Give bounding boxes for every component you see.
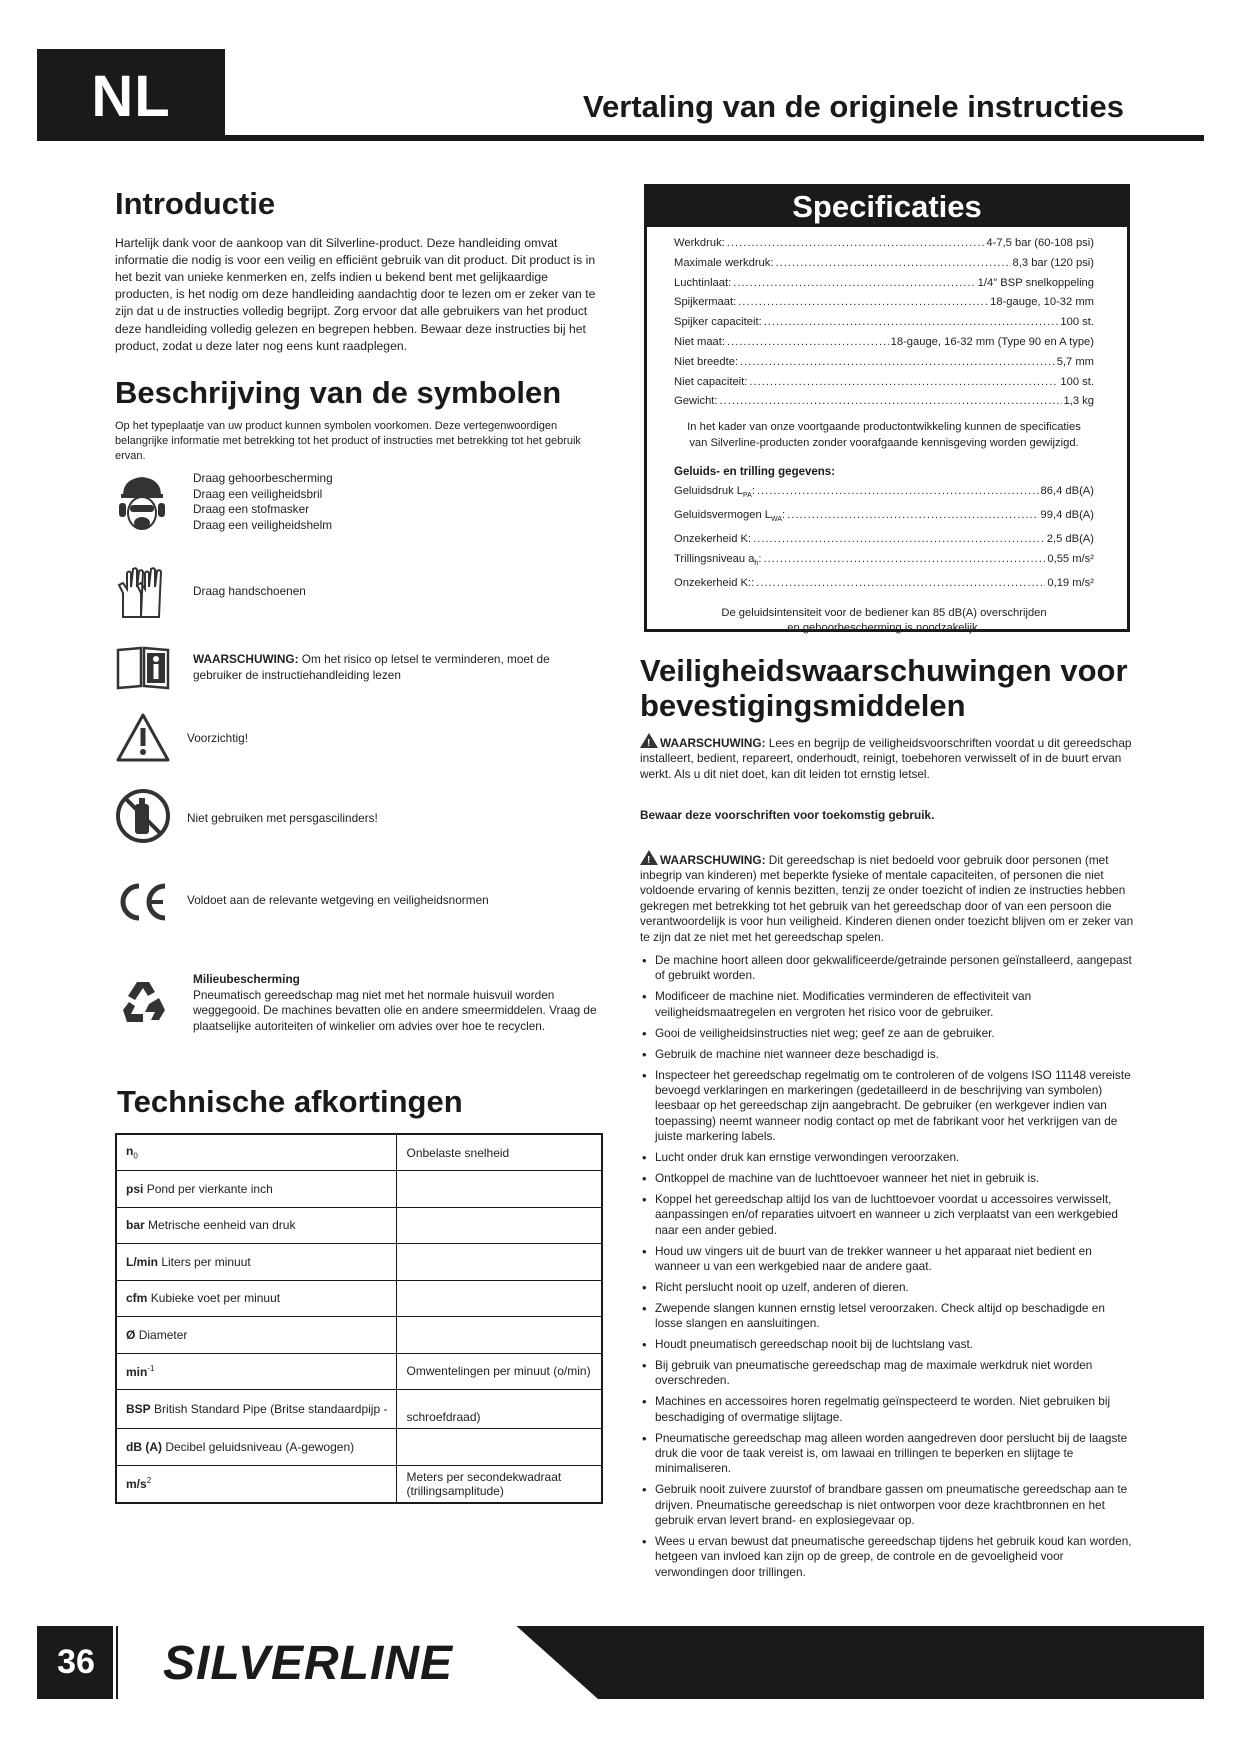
symbol-row-environment xyxy=(115,972,597,1044)
symbol-row-caution xyxy=(115,712,597,764)
list-item: • Lucht onder druk kan ernstige verwondingen veroorzaken. xyxy=(640,1150,1135,1165)
environment-title: Milieubescherming xyxy=(193,972,300,986)
abbr-meaning-cell: Meters per secondekwadraat (trillingsamplitude) xyxy=(397,1465,602,1503)
abbr-term-cell xyxy=(116,1429,397,1466)
table-row xyxy=(116,1244,602,1281)
abbr-term: psi xyxy=(126,1181,144,1196)
noise-label xyxy=(674,574,754,594)
environment-body: Pneumatisch gereedschap mag niet met het normale huisvuil worden weggegooid. De machines bevatten olie en andere smeermiddelen. Vraag de plaatselijke autoriteiten of winkelier om advies over hoe te recyclen. xyxy=(193,987,597,1033)
safety-warning-text: Lees en begrijp de veiligheidsvoorschriften voordat u dit gereedschap installeert, bedient, repareert, onderhoudt, reinigt, toebehoren verwisselt of in de buurt ervan werkt. Als u dit niet doet, kan dit leiden tot ernstig letsel. xyxy=(640,736,1132,781)
symbol-row-manual xyxy=(115,644,597,694)
abbr-meaning-cell: Onbelaste snelheid xyxy=(397,1134,602,1171)
abbr-desc: Liters per minuut xyxy=(161,1254,251,1269)
safety-warning-label: WAARSCHUWING: xyxy=(660,852,766,867)
noise-line xyxy=(674,506,1094,530)
table-row xyxy=(116,1429,602,1466)
no-gas-cylinder-icon xyxy=(115,788,169,842)
spec-value: 18-gauge, 10-32 mm xyxy=(990,296,1094,309)
noise-label-text: Trillingsniveau a xyxy=(674,553,755,566)
abbr-term: cfm xyxy=(126,1291,148,1306)
abbr-meaning-cell xyxy=(397,1171,602,1208)
safety-bullet-list xyxy=(640,953,1135,1580)
symbol-row-gloves xyxy=(115,565,597,625)
no-gas-text: Niet gebruiken met persgascilinders! xyxy=(187,811,378,825)
registered-mark: ® xyxy=(540,1636,549,1650)
spec-line xyxy=(674,274,1094,294)
safety-keep-note: Bewaar deze voorschriften voor toekomstig gebruik. xyxy=(640,808,935,823)
table-row xyxy=(116,1134,602,1171)
abbr-meaning-cell xyxy=(397,1317,602,1354)
safety-heading-line: Veiligheidswaarschuwingen voor xyxy=(640,653,1128,688)
gloves-text: Draag handschoenen xyxy=(193,584,306,598)
spec-line xyxy=(674,293,1094,313)
noise-note: De geluidsintensiteit voor de bediener kan 85 dB(A) overschrijden en gehoorbescherming is noodzakelijk. xyxy=(721,606,1047,635)
abbr-superscript: 2 xyxy=(146,1476,152,1485)
spec-line xyxy=(674,313,1094,333)
spec-label: Niet capaciteit: xyxy=(674,375,748,388)
abbreviations-heading: Technische afkortingen xyxy=(117,1084,463,1119)
symbols-intro: Op het typeplaatje van uw product kunnen symbolen voorkomen. Deze vertegenwoordigen belangrijke informatie met betrekking tot het product of instructies met betrekking tot het gebruik ervan. xyxy=(115,419,581,462)
symbol-row-ppe xyxy=(115,467,597,537)
noise-label-text: Onzekerheid K:: xyxy=(674,577,755,590)
ppe-line: Draag een veiligheidsbril xyxy=(193,486,323,501)
ppe-icon xyxy=(115,473,169,527)
safety-heading-line: bevestigingsmiddelen xyxy=(640,688,966,723)
abbr-desc: Kubieke voet per minuut xyxy=(150,1291,281,1306)
specifications-list xyxy=(674,234,1094,637)
ppe-line: Draag een stofmasker xyxy=(193,502,310,516)
symbol-row-no-gas xyxy=(115,788,597,848)
spec-value: 8,3 bar (120 psi) xyxy=(1012,256,1094,269)
abbr-term-cell xyxy=(116,1390,397,1429)
spec-value: 18-gauge, 16-32 mm (Type 90 en A type) xyxy=(890,335,1094,348)
safety-warning-2 xyxy=(640,850,1135,945)
noise-label xyxy=(674,482,755,506)
noise-value: 0,55 m/s² xyxy=(1047,553,1094,566)
abbr-term: Ø xyxy=(126,1327,136,1342)
list-item: • Inspecteer het gereedschap regelmatig om te controleren of de volgens ISO 11148 vereiste bevoegd verklaringen en markeringen (gedetailleerd in de beschrijving van symbolen) leesbaar op het gereedschap zijn aangebracht. De gebruiker (en werkgever indien van toepassing) neemt wanneer nodig contact op met de fabrikant voor het verkrijgen van de juiste markering labels. xyxy=(640,1068,1135,1145)
noise-heading: Geluids- en trilling gegevens: xyxy=(674,466,836,479)
abbr-term: BSP xyxy=(126,1402,151,1416)
noise-line xyxy=(674,482,1094,506)
list-item: • Gooi de veiligheidsinstructies niet weg; geef ze aan de gebruiker. xyxy=(640,1026,1135,1041)
safety-warning-text: Dit gereedschap is niet bedoeld voor gebruik door personen (met inbegrip van kinderen) met beperkte fysieke of mentale capaciteiten, of personen die niet voldoende ervaring of kennis bezitten, tenzij ze onder toezicht of indien ze instructies hebben gekregen met betrekking tot het gebruik van het gereedschap door of van een persoon die verantwoordelijk is voor hun veiligheid. Kinderen dienen onder toezicht blijven om er zeker van te zijn dat ze niet met het gereedschap spelen. xyxy=(640,852,1134,944)
abbr-meaning-cell xyxy=(397,1280,602,1317)
abbr-term-cell xyxy=(116,1353,397,1390)
abbr-subscript: 0 xyxy=(133,1151,138,1161)
list-item: • Koppel het gereedschap altijd los van de luchttoevoer voordat u accessoires verwisselt, aanpassingen en/of reparaties uitvoert en wanneer u zich verplaatst van een werkgebied naar een ander gebied. xyxy=(640,1192,1135,1238)
list-item: • Ontkoppel de machine van de luchttoevoer wanneer het niet in gebruik is. xyxy=(640,1171,1135,1186)
ppe-text xyxy=(193,471,333,533)
abbr-desc: Diameter xyxy=(138,1327,188,1342)
ppe-line: Draag gehoorbescherming xyxy=(193,471,333,485)
ce-mark-icon xyxy=(115,880,169,934)
abbr-desc: Metrische eenheid van druk xyxy=(148,1218,296,1233)
environment-text xyxy=(193,972,603,1034)
introduction-text: Hartelijk dank voor de aankoop van dit Silverline-product. Deze handleiding omvat informatie die nodig is voor een veilig en efficiënt gebruik van dit product. Dit product is in het bezit van unieke kenmerken en, zelfs indien u bekend bent met gelijkaardige producten, is het nodig om deze handleiding aandachtig door te lezen om er zeker van te zijn dat u de instructies volledig begrijpt. Zorg ervoor dat alle gebruikers van het product deze handleiding volledig gelezen en begrepen hebben. Bewaar deze instructies bij het product, zodat u deze later nog eens kunt raadplegen. xyxy=(115,235,596,353)
abbreviations-table xyxy=(115,1133,603,1504)
ppe-line: Draag een veiligheidshelm xyxy=(193,517,333,532)
list-item: • Bij gebruik van pneumatische gereedschap mag de maximale werkdruk niet worden overschreden. xyxy=(640,1358,1135,1389)
noise-label-sub: PA xyxy=(743,492,752,500)
left-column xyxy=(115,186,597,464)
spec-line xyxy=(674,373,1094,393)
spec-line xyxy=(674,254,1094,274)
safety-warning-1 xyxy=(640,733,1135,782)
abbr-meaning-cell: schroefdraad) xyxy=(397,1390,602,1429)
gloves-icon xyxy=(115,565,169,619)
noise-label-text: Geluidsvermogen L xyxy=(674,509,772,522)
language-tab xyxy=(37,49,225,141)
warning-triangle-icon xyxy=(640,733,658,748)
safety-heading xyxy=(640,653,1140,723)
abbr-term: L/min xyxy=(126,1254,158,1269)
noise-label-sub: h xyxy=(754,560,759,568)
noise-label-suffix: : xyxy=(751,485,755,498)
spec-value: 100 st. xyxy=(1060,316,1094,329)
noise-line xyxy=(674,530,1094,550)
abbr-term: min xyxy=(126,1364,148,1379)
page-number: 36 xyxy=(57,1643,95,1681)
spec-value: 5,7 mm xyxy=(1056,355,1094,368)
table-row xyxy=(116,1171,602,1208)
language-code: NL xyxy=(91,64,171,129)
list-item: • Zwepende slangen kunnen ernstig letsel veroorzaken. Check altijd op beschadigde en losse slangen en aansluitingen. xyxy=(640,1301,1135,1332)
spec-line xyxy=(674,392,1094,412)
noise-label-sub: WA xyxy=(771,516,783,524)
spec-value: 1/4" BSP snelkoppeling xyxy=(977,276,1094,289)
noise-label xyxy=(674,530,751,550)
noise-value: 2,5 dB(A) xyxy=(1046,533,1094,546)
caution-icon xyxy=(115,712,169,766)
abbr-term: dB (A) xyxy=(126,1439,162,1454)
symbols-heading: Beschrijving van de symbolen xyxy=(115,375,562,411)
abbr-superscript: -1 xyxy=(147,1363,155,1373)
noise-line xyxy=(674,550,1094,574)
manual-text xyxy=(193,652,593,683)
spec-value: 4-7,5 bar (60-108 psi) xyxy=(986,237,1094,249)
recycle-icon xyxy=(115,976,169,1030)
spec-label: Luchtinlaat: xyxy=(674,276,732,289)
table-row xyxy=(116,1353,602,1390)
spec-label: Maximale werkdruk: xyxy=(674,256,774,269)
table-row xyxy=(116,1280,602,1317)
spec-value: 1,3 kg xyxy=(1063,395,1094,408)
abbr-meaning-cell xyxy=(397,1244,602,1281)
footer-divider xyxy=(113,1626,116,1699)
noise-label-text: Onzekerheid K: xyxy=(674,533,752,546)
abbr-term: bar xyxy=(126,1218,145,1233)
ce-text: Voldoet aan de relevante wetgeving en veiligheidsnormen xyxy=(187,893,489,907)
list-item: • Richt perslucht nooit op uzelf, anderen of dieren. xyxy=(640,1280,1135,1295)
noise-label-suffix: : xyxy=(782,509,786,522)
silverline-logo: SILVERLINE xyxy=(163,1637,454,1690)
list-item: • Gebruik de machine niet wanneer deze beschadigd is. xyxy=(640,1047,1135,1062)
noise-line xyxy=(674,574,1094,594)
spec-label: Werkdruk: xyxy=(674,237,725,249)
list-item: • Pneumatische gereedschap mag alleen worden aangedreven door perslucht bij de laagste druk die voor de taak vereist is, om lawaai en trillingen te beperken en slijtage te minimaliseren. xyxy=(640,1431,1135,1477)
header-rule xyxy=(37,135,1204,141)
specifications-heading: Specificaties xyxy=(647,187,1127,227)
abbr-desc: British Standard Pipe (Britse standaardpijp - xyxy=(154,1402,388,1416)
spec-line xyxy=(674,234,1094,254)
abbr-term-cell xyxy=(116,1280,397,1317)
noise-label-suffix: : xyxy=(758,553,762,566)
introduction-heading: Introductie xyxy=(115,186,276,221)
abbr-desc: Pond per vierkante inch xyxy=(146,1181,273,1196)
table-row xyxy=(116,1207,602,1244)
list-item: • Machines en accessoires horen regelmatig geïnspecteerd te worden. Niet gebruiken bij beschadiging of overmatige slijtage. xyxy=(640,1394,1135,1425)
noise-label xyxy=(674,550,761,574)
list-item: • Houdt pneumatisch gereedschap nooit bij de luchtslang vast. xyxy=(640,1337,1135,1352)
spec-label: Niet breedte: xyxy=(674,355,739,368)
list-item: • Wees u ervan bewust dat pneumatische gereedschap tijdens het gebruik koud kan worden, hetgeen van invloed kan zijn op de greep, de controle en de gevoeligheid voor verwondingen door trillingen. xyxy=(640,1534,1135,1580)
noise-value: 86,4 dB(A) xyxy=(1040,485,1094,498)
spec-label: Spijkermaat: xyxy=(674,296,737,309)
safety-body xyxy=(640,733,1135,1586)
symbol-row-ce xyxy=(115,880,597,930)
abbr-desc: Decibel geluidsniveau (A-gewogen) xyxy=(165,1439,355,1454)
abbr-term: m/s xyxy=(126,1477,147,1491)
caution-text: Voorzichtig! xyxy=(187,731,248,745)
abbr-term-cell xyxy=(116,1171,397,1208)
spec-line xyxy=(674,353,1094,373)
list-item: • De machine hoort alleen door gekwalificeerde/getrainde personen geïnstalleerd, aangepast of gebruikt worden. xyxy=(640,953,1135,984)
noise-label-text: Geluidsdruk L xyxy=(674,485,744,498)
list-item: • Modificeer de machine niet. Modificaties verminderen de effectiviteit van veiligheidsmaatregelen en vergroten het risico voor de gebruiker. xyxy=(640,989,1135,1020)
list-item: • Houd uw vingers uit de buurt van de trekker wanneer u het apparaat niet bedient en wanneer u van een werkgebied naar de andere gaat. xyxy=(640,1244,1135,1275)
noise-value: 99,4 dB(A) xyxy=(1040,509,1094,522)
spec-label: Niet maat: xyxy=(674,335,725,348)
warning-triangle-icon xyxy=(640,850,658,865)
safety-warning-label: WAARSCHUWING: xyxy=(660,736,766,750)
abbr-term-cell xyxy=(116,1317,397,1354)
spec-label: Spijker capaciteit: xyxy=(674,316,762,329)
abbr-meaning-cell xyxy=(397,1207,602,1244)
table-row xyxy=(116,1390,602,1429)
table-row xyxy=(116,1317,602,1354)
specifications-box xyxy=(644,184,1130,635)
page-number-box xyxy=(37,1626,115,1699)
table-row xyxy=(116,1465,602,1503)
page-title: Vertaling van de originele instructies xyxy=(583,89,1124,124)
spec-value: 100 st. xyxy=(1060,375,1094,388)
manual-warning-text: Om het risico op letsel te verminderen, moet de gebruiker de instructiehandleiding lezen xyxy=(193,652,550,682)
manual-icon xyxy=(115,644,169,698)
abbr-meaning-cell: Omwentelingen per minuut (o/min) xyxy=(397,1353,602,1390)
noise-value: 0,19 m/s² xyxy=(1047,577,1094,590)
specifications-note: In het kader van onze voortgaande productontwikkeling kunnen de specificaties van Silverline-producten zonder voorafgaande kennisgeving worden gewijzigd. xyxy=(687,421,1081,449)
manual-warning-label: WAARSCHUWING: xyxy=(193,652,299,666)
abbr-term-cell xyxy=(116,1465,397,1503)
abbr-term-cell xyxy=(116,1244,397,1281)
spec-label: Gewicht: xyxy=(674,395,718,408)
list-item: • Gebruik nooit zuivere zuurstof of brandbare gassen om pneumatische gereedschap aan te drijven. Pneumatische gereedschap is niet ontworpen voor deze krachtbronnen en het gebruik ervan levert brand- en explosiegevaar op. xyxy=(640,1482,1135,1528)
abbr-term: n xyxy=(126,1144,134,1159)
noise-label xyxy=(674,506,785,530)
abbr-term-cell xyxy=(116,1134,397,1171)
abbr-meaning-cell xyxy=(397,1429,602,1466)
spec-line xyxy=(674,333,1094,353)
abbr-term-cell xyxy=(116,1207,397,1244)
